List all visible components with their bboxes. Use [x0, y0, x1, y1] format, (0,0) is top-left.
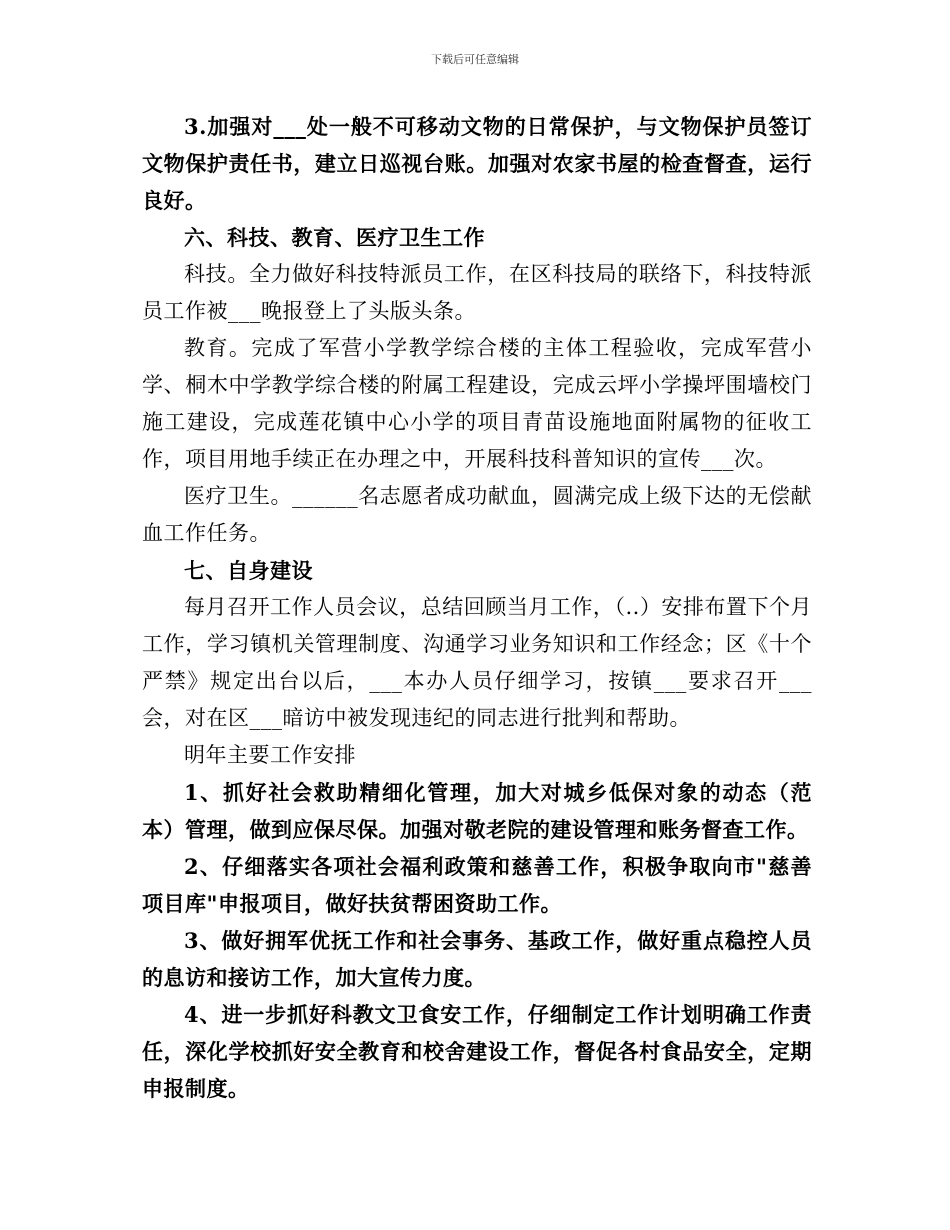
plan-item-1: 1、抓好社会救助精细化管理，加大对城乡低保对象的动态（范本）管理，做到应保尽保。加强对敬老院的建设管理和账务督查工作。: [142, 780, 812, 842]
paragraph-technology: 科技。全力做好科技特派员工作，在区科技局的联络下，科技特派员工作被___晚报登上了头版头条。: [142, 262, 812, 323]
plan-item-2: 2、仔细落实各项社会福利政策和慈善工作，积极争取向市"慈善项目库"申报项目，做好扶贫帮困资助工作。: [142, 854, 812, 916]
page-header: 下载后可任意编辑: [431, 53, 519, 66]
heading-next-year-plan: 明年主要工作安排: [184, 743, 356, 767]
paragraph-cultural-relics: 3.加强对___处一般不可移动文物的日常保护，与文物保护员签订文物保护责任书，建立日巡视台账。加强对农家书屋的检查督查，运行良好。: [142, 114, 812, 213]
document-body: [142, 108, 812, 1107]
plan-item-4: 4、进一步抓好科教文卫食安工作，仔细制定工作计划明确工作责任，深化学校抓好安全教育和校舍建设工作，督促各村食品安全，定期申报制度。: [142, 1002, 812, 1101]
plan-item-3: 3、做好拥军优抚工作和社会事务、基政工作，做好重点稳控人员的息访和接访工作，加大宣传力度。: [142, 928, 812, 990]
heading-section-six: 六、科技、教育、医疗卫生工作: [184, 225, 485, 250]
paragraph-self-building: 每月召开工作人员会议，总结回顾当月工作，（..）安排布置下个月工作，学习镇机关管理制度、沟通学习业务知识和工作经念；区《十个严禁》规定出台以后，___本办人员仔细学习，按镇___要求召开___会，对在区___暗访中被发现违纪的同志进行批判和帮助。: [142, 595, 812, 730]
heading-section-seven: 七、自身建设: [184, 558, 313, 583]
paragraph-medical: 医疗卫生。______名志愿者成功献血，圆满完成上级下达的无偿献血工作任务。: [142, 484, 812, 545]
paragraph-education: 教育。完成了军营小学教学综合楼的主体工程验收，完成军营小学、桐木中学教学综合楼的附属工程建设，完成云坪小学操坪围墙校门施工建设，完成莲花镇中心小学的项目青苗设施地面附属物的征收工作，项目用地手续正在办理之中，开展科技科普知识的宣传___次。: [142, 336, 812, 471]
